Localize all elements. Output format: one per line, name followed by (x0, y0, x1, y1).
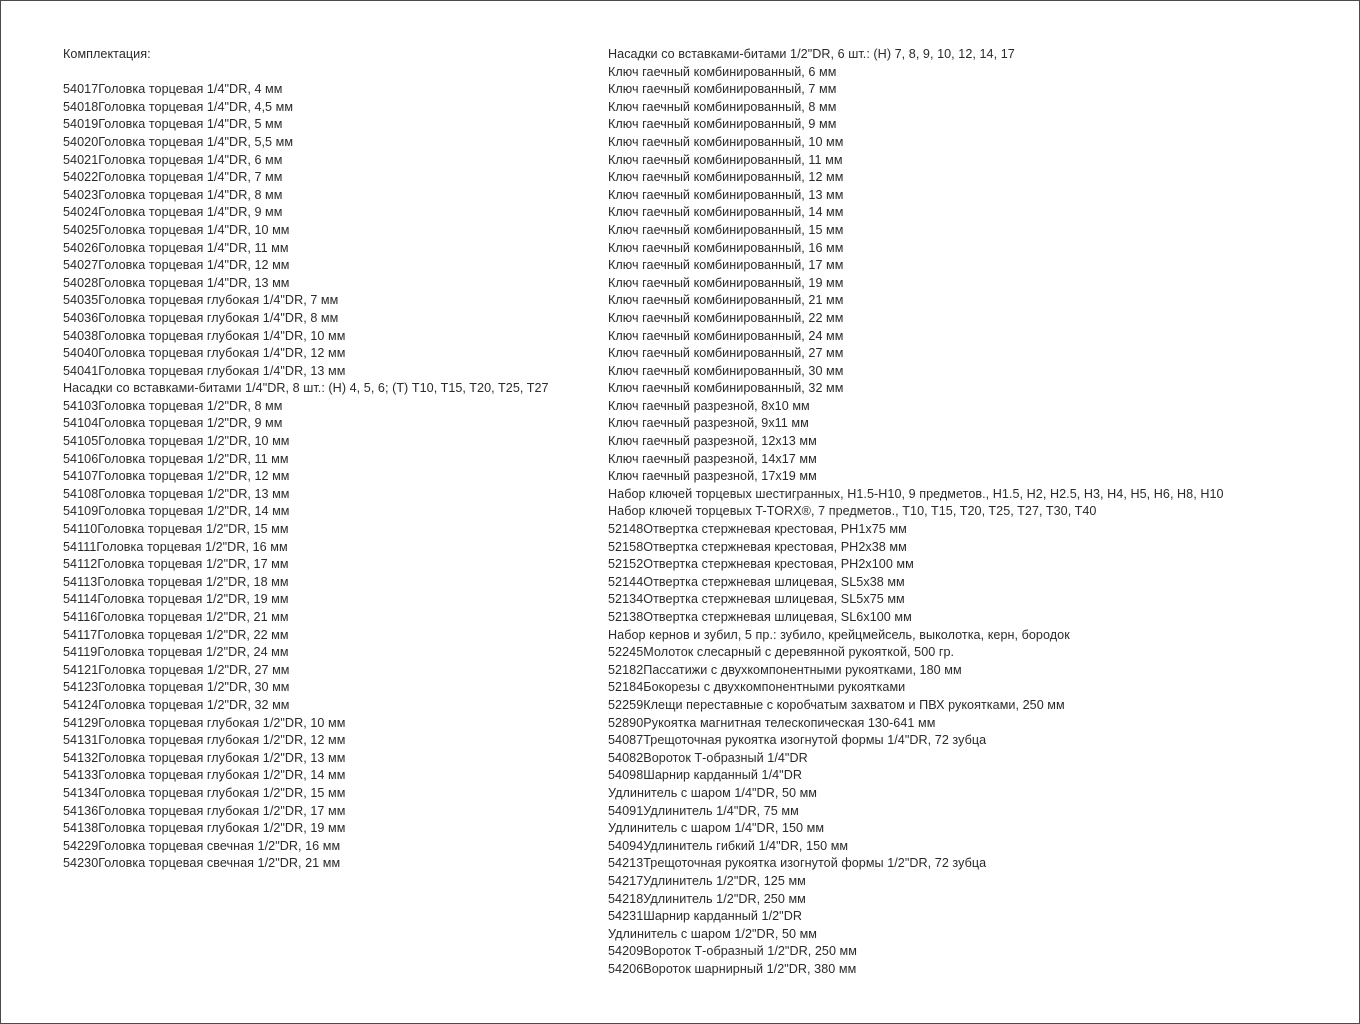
list-item: 52152Отвертка стержневая крестовая, PH2x100 мм (608, 557, 914, 572)
list-item: 54213Трещоточная рукоятка изогнутой формы 1/2"DR, 72 зубца (608, 856, 987, 871)
list-item: 52245Молоток слесарный с деревянной рукояткой, 500 гр. (608, 645, 955, 660)
list-item: 54112Головка торцевая 1/2"DR, 17 мм (63, 557, 289, 572)
list-item: 54123Головка торцевая 1/2"DR, 30 мм (63, 680, 290, 695)
list-item: 54116Головка торцевая 1/2"DR, 21 мм (63, 610, 289, 624)
list-item: 52182Пассатижи с двухкомпонентными рукоятками, 180 мм (608, 662, 962, 677)
list-item: 54217Удлинитель 1/2"DR, 125 мм (608, 873, 806, 888)
list-item: Ключ гаечный комбинированный, 24 мм (608, 328, 844, 343)
list-item: 54105Головка торцевая 1/2"DR, 10 мм (63, 434, 290, 449)
list-item: Ключ гаечный комбинированный, 11 мм (608, 152, 843, 167)
list-item: Ключ гаечный комбинированный, 8 мм (608, 99, 837, 114)
list-item: Ключ гаечный комбинированный, 27 мм (608, 346, 844, 361)
list-item: Ключ гаечный комбинированный, 15 мм (608, 222, 844, 237)
list-item: Ключ гаечный комбинированный, 12 мм (608, 170, 844, 185)
list-item: Ключ гаечный комбинированный, 16 мм (608, 240, 844, 255)
list-item: 54094Удлинитель гибкий 1/4"DR, 150 мм (608, 838, 849, 853)
list-item: 54114Головка торцевая 1/2"DR, 19 мм (63, 592, 289, 607)
list-item: Набор ключей торцевых T-TORX®, 7 предметов., T10, T15, T20, T25, T27, T30, T40 (608, 504, 1097, 519)
list-item: 54038Головка торцевая глубокая 1/4"DR, 10 мм (63, 328, 346, 343)
list-item: 54098Шарнир карданный 1/4"DR (608, 768, 802, 783)
list-item: 54121Головка торцевая 1/2"DR, 27 мм (63, 662, 290, 677)
list-item: 54113Головка торцевая 1/2"DR, 18 мм (63, 574, 289, 589)
list-item: 54133Головка торцевая глубокая 1/2"DR, 14 мм (63, 768, 346, 783)
list-item: Насадки со вставками-битами 1/4"DR, 8 шт.: (H) 4, 5, 6; (T) T10, T15, T20, T25, T27 (63, 381, 549, 396)
list-item: Удлинитель с шаром 1/2"DR, 50 мм (608, 926, 818, 941)
list-item: Ключ гаечный разрезной, 14x17 мм (608, 451, 817, 466)
list-item: 54025Головка торцевая 1/4"DR, 10 мм (63, 222, 290, 237)
list-item: 54023Головка торцевая 1/4"DR, 8 мм (63, 187, 283, 202)
list-item: 54230Головка торцевая свечная 1/2"DR, 21 мм (63, 856, 341, 871)
list-item: 52144Отвертка стержневая шлицевая, SL5x38 мм (608, 574, 905, 589)
list-item: 54024Головка торцевая 1/4"DR, 9 мм (63, 205, 283, 220)
list-item: 54111Головка торцевая 1/2"DR, 16 мм (63, 539, 288, 554)
list-item: 52138Отвертка стержневая шлицевая, SL6x100 мм (608, 610, 912, 624)
list-item: Ключ гаечный разрезной, 9x11 мм (608, 416, 809, 431)
list-item: 54040Головка торцевая глубокая 1/4"DR, 12 мм (63, 346, 346, 361)
list-item: Ключ гаечный комбинированный, 6 мм (608, 64, 837, 79)
list-item: 54134Головка торцевая глубокая 1/2"DR, 15 мм (63, 785, 346, 800)
list-item: 54035Головка торцевая глубокая 1/4"DR, 7 мм (63, 293, 339, 308)
list-item: 54017Головка торцевая 1/4"DR, 4 мм (63, 82, 283, 97)
list-item: 54082Вороток Т-образный 1/4"DR (608, 750, 808, 765)
list-item: Ключ гаечный комбинированный, 32 мм (608, 381, 844, 396)
list-item: Ключ гаечный комбинированный, 30 мм (608, 363, 844, 378)
list-item: 54110Головка торцевая 1/2"DR, 15 мм (63, 522, 289, 537)
list-item: 54109Головка торцевая 1/2"DR, 14 мм (63, 504, 290, 519)
left-items (63, 81, 549, 873)
list-item: 54026Головка торцевая 1/4"DR, 11 мм (63, 240, 289, 255)
list-item: Удлинитель с шаром 1/4"DR, 150 мм (608, 821, 825, 836)
list-item: 54119Головка торцевая 1/2"DR, 24 мм (63, 645, 289, 660)
list-item: 52134Отвертка стержневая шлицевая, SL5x75 мм (608, 592, 905, 607)
list-item: 54020Головка торцевая 1/4"DR, 5,5 мм (63, 134, 294, 149)
list-item: Ключ гаечный комбинированный, 10 мм (608, 134, 844, 149)
list-item: 54124Головка торцевая 1/2"DR, 32 мм (63, 697, 290, 712)
list-item: Ключ гаечный разрезной, 8x10 мм (608, 398, 810, 413)
contents-list-left (63, 46, 549, 873)
list-item: 54229Головка торцевая свечная 1/2"DR, 16 мм (63, 838, 341, 853)
list-item: Ключ гаечный комбинированный, 21 мм (608, 293, 844, 308)
list-item: 54206Вороток шарнирный 1/2"DR, 380 мм (608, 961, 857, 976)
list-item: 54138Головка торцевая глубокая 1/2"DR, 19 мм (63, 821, 346, 836)
list-item: 54107Головка торцевая 1/2"DR, 12 мм (63, 469, 290, 484)
list-item: 52184Бокорезы с двухкомпонентными рукоятками (608, 680, 906, 695)
list-item: Набор кернов и зубил, 5 пр.: зубило, крейцмейсель, выколотка, керн, бородок (608, 627, 1070, 642)
list-item: 54106Головка торцевая 1/2"DR, 11 мм (63, 451, 289, 466)
list-item: Ключ гаечный комбинированный, 7 мм (608, 82, 837, 97)
list-item: 54103Головка торцевая 1/2"DR, 8 мм (63, 398, 283, 413)
list-item: 54104Головка торцевая 1/2"DR, 9 мм (63, 416, 283, 431)
list-item: 54231Шарнир карданный 1/2"DR (608, 909, 802, 924)
list-item: 52158Отвертка стержневая крестовая, PH2x38 мм (608, 539, 907, 554)
list-item: 54129Головка торцевая глубокая 1/2"DR, 10 мм (63, 715, 346, 730)
list-item: 54019Головка торцевая 1/4"DR, 5 мм (63, 117, 283, 132)
list-item: Ключ гаечный разрезной, 12x13 мм (608, 434, 817, 449)
list-item: 54091Удлинитель 1/4"DR, 75 мм (608, 803, 799, 818)
list-item: Ключ гаечный комбинированный, 9 мм (608, 117, 837, 132)
list-item: 52259Клещи переставные с коробчатым захватом и ПВХ рукоятками, 250 мм (608, 697, 1065, 712)
right-items (608, 46, 1224, 978)
list-item: 54041Головка торцевая глубокая 1/4"DR, 13 мм (63, 363, 346, 378)
list-item: 54132Головка торцевая глубокая 1/2"DR, 13 мм (63, 750, 346, 765)
list-item: 54018Головка торцевая 1/4"DR, 4,5 мм (63, 99, 294, 114)
list-item: 54021Головка торцевая 1/4"DR, 6 мм (63, 152, 283, 167)
list-item: 52890Рукоятка магнитная телескопическая 130-641 мм (608, 715, 936, 730)
list-item: 54136Головка торцевая глубокая 1/2"DR, 17 мм (63, 803, 346, 818)
list-item: 52148Отвертка стержневая крестовая, PH1x75 мм (608, 522, 907, 537)
list-item: 54022Головка торцевая 1/4"DR, 7 мм (63, 170, 283, 185)
contents-heading: Комплектация: (63, 47, 151, 61)
list-item: 54027Головка торцевая 1/4"DR, 12 мм (63, 258, 290, 273)
list-item: Удлинитель с шаром 1/4"DR, 50 мм (608, 785, 818, 800)
list-item: 54209Вороток Т-образный 1/2"DR, 250 мм (608, 944, 857, 959)
list-item: 54218Удлинитель 1/2"DR, 250 мм (608, 891, 806, 906)
list-item: 54036Головка торцевая глубокая 1/4"DR, 8 мм (63, 310, 339, 325)
list-item: Ключ гаечный комбинированный, 14 мм (608, 205, 844, 220)
list-item: Ключ гаечный комбинированный, 13 мм (608, 187, 844, 202)
list-item: 54131Головка торцевая глубокая 1/2"DR, 12 мм (63, 733, 346, 748)
list-item: 54028Головка торцевая 1/4"DR, 13 мм (63, 275, 290, 290)
list-item: 54117Головка торцевая 1/2"DR, 22 мм (63, 627, 289, 642)
list-item: Ключ гаечный комбинированный, 17 мм (608, 258, 844, 273)
list-item: Ключ гаечный комбинированный, 19 мм (608, 275, 844, 290)
list-item: 54108Головка торцевая 1/2"DR, 13 мм (63, 486, 290, 501)
list-item: Ключ гаечный комбинированный, 22 мм (608, 310, 844, 325)
contents-list-right (608, 46, 1224, 978)
list-item: Насадки со вставками-битами 1/2"DR, 6 шт.: (H) 7, 8, 9, 10, 12, 14, 17 (608, 47, 1015, 61)
list-item: 54087Трещоточная рукоятка изогнутой формы 1/4"DR, 72 зубца (608, 733, 987, 748)
list-item: Набор ключей торцевых шестигранных, H1.5-H10, 9 предметов., H1.5, H2, H2.5, H3, H4, H5, H6, H8, H10 (608, 486, 1224, 501)
list-item: Ключ гаечный разрезной, 17x19 мм (608, 469, 817, 484)
